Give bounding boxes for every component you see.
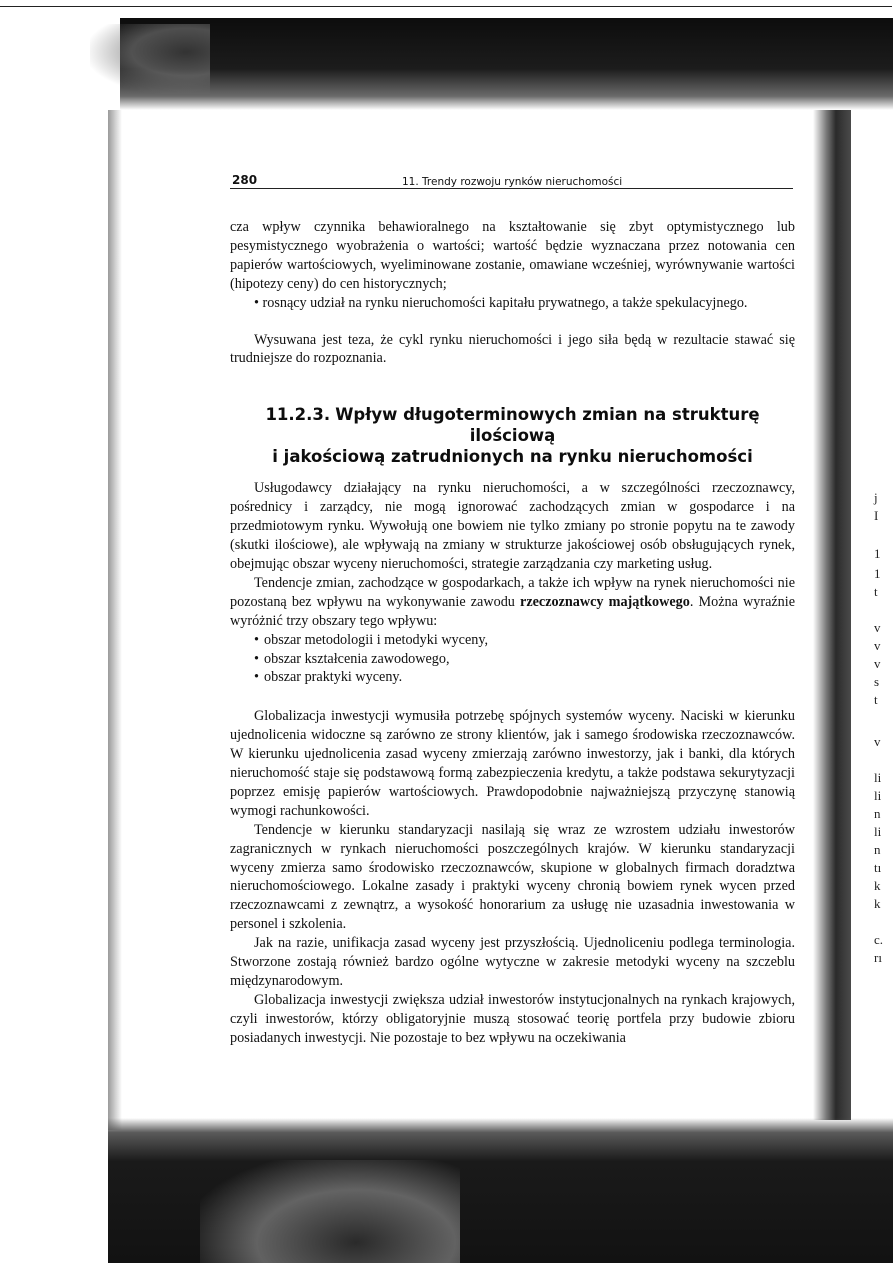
trends-text-end: . Można wyraźnie wyróżnić trzy obszary tego wpływu: bbox=[230, 593, 796, 629]
fragment: v bbox=[874, 656, 881, 671]
providers-paragraph: Usługodawcy działający na rynku nieruchomości, a w szczególności rzeczoznawcy, pośrednicy i zarządcy, nie mogą ignorować zachodzących zmian w gospodarce i na przedmiotowym rynku. Wywołują one bowiem nie tylko zmiany po stronie popytu na te zawody (skutki ilościowe), ale wpływają na zmiany w strukturze jakościowej osób obsługujących rynek, obejmując obszar wyceny nieruchomości, strategie zarządzania czy marketing usług. bbox=[230, 480, 795, 572]
fragment: t bbox=[874, 584, 878, 599]
fragment: j bbox=[874, 490, 878, 505]
list-item: • obszar kształcenia zawodowego, bbox=[254, 650, 795, 669]
fragment: li bbox=[874, 824, 882, 839]
trends-paragraph bbox=[230, 574, 795, 631]
section-title-line2: i jakościową zatrudnionych na rynku nieruchomości bbox=[272, 447, 753, 467]
scan-edge-line bbox=[0, 6, 892, 7]
scan-shadow-top-fade bbox=[90, 24, 210, 94]
fragment: li bbox=[874, 770, 882, 785]
page-number: 280 bbox=[232, 173, 258, 187]
chapter-title: 11. Trendy rozwoju rynków nieruchomości bbox=[402, 176, 623, 188]
fragment: v bbox=[874, 638, 881, 653]
fragment: v bbox=[874, 734, 881, 749]
fragment: 1 bbox=[874, 546, 881, 561]
unification-paragraph: Jak na razie, unifikacja zasad wyceny jest przyszłością. Ujednoliceniu podlega terminologia. Stworzone zostają również bardzo ogólne wytyczne w zakresie metodyki wyceny na szczeblu międzynarodowym. bbox=[230, 935, 795, 989]
adjacent-page-fragments bbox=[866, 480, 893, 980]
fragment: li bbox=[874, 788, 882, 803]
thesis-paragraph: Wysuwana jest teza, że cykl rynku nieruchomości i jego siła będą w rezultacie stawać się trudniejsze do rozpoznania. bbox=[230, 331, 795, 367]
list-item: • obszar praktyki wyceny. bbox=[254, 668, 795, 687]
scan-shadow-bottom-fade bbox=[200, 1160, 460, 1263]
scan-shadow-right bbox=[813, 110, 851, 1120]
fragment: t bbox=[874, 692, 878, 707]
section-number: 11.2.3. bbox=[265, 405, 331, 425]
fragment: k bbox=[874, 878, 881, 893]
section-title-line1: Wpływ długoterminowych zmian na strukturę ilościową bbox=[335, 405, 760, 446]
fragment: v bbox=[874, 620, 881, 635]
fragment: s bbox=[874, 674, 880, 689]
scan-shadow-left bbox=[108, 110, 122, 1130]
globalization-paragraph: Globalizacja inwestycji wymusiła potrzebę spójnych systemów wyceny. Naciski w kierunku ujednolicenia widoczne są zarówno ze strony klientów, jak i samego środowiska rzeczoznawców. W kierunku ujednolicenia zasad wyceny zmierzają zarówno inwestorzy, jak i banki, dla których nieruchomość staje się podstawową formą zabezpieczenia kredytu, a także podstawa sekurytyzacji poprzez emisję papierów wartościowych. Prawdopodobnie najważniejszą przyczynę stanowią wymogi rachunkowości. bbox=[230, 708, 795, 819]
section-heading bbox=[230, 404, 795, 467]
running-head bbox=[230, 160, 795, 188]
fragment: k bbox=[874, 896, 881, 911]
scan-shadow-top bbox=[120, 18, 893, 110]
list-item: • obszar metodologii i metodyki wyceny, bbox=[254, 631, 795, 650]
fragment: 1 bbox=[874, 566, 881, 581]
institutional-paragraph: Globalizacja inwestycji zwiększa udział inwestorów instytucjonalnych na rynkach krajowych, czyli inwestorów, którzy obligatoryjnie muszą stosować teorię portfela przy budowie zbioru posiadanych inwestycji. Nie pozostaje to bez wpływu na oczekiwania bbox=[230, 991, 795, 1046]
impact-areas-list bbox=[230, 631, 795, 688]
header-rule bbox=[230, 188, 793, 189]
intro-bullet: • rosnący udział na rynku nieruchomości kapitału prywatnego, a także spekulacyjnego. bbox=[254, 294, 748, 311]
fragment: n bbox=[874, 842, 881, 857]
trends-emphasis: rzeczoznawcy majątkowego bbox=[520, 593, 690, 610]
intro-paragraph: cza wpływ czynnika behawioralnego na kształtowanie się zbyt optymistycznego lub pesymistycznego wyobrażenia o wartości; wartość będzie wyznaczana przez notowania cen papierów wartościowych, wyeliminowane zostanie, omawiane wcześniej, wyrównywanie wartości (hipotezy ceny) do cen historycznych; bbox=[230, 219, 795, 292]
standardization-paragraph: Tendencje w kierunku standaryzacji nasilają się wraz ze wzrostem udziału inwestorów zagranicznych w rynkach nieruchomości poszczególnych krajów. W kierunku standaryzacji wyceny zmierza samo środowisko rzeczoznawców, skupione w globalnych firmach doradztwa nieruchomościowego. Lokalne zasady i praktyki wyceny chronią bowiem rynek wycen przed rzeczoznawcami z zewnątrz, a wysokość honorarium za usługę nie uzasadnia inwestowania w personel i szkolenia. bbox=[230, 821, 795, 933]
fragment: c. bbox=[874, 932, 884, 947]
fragment: rı bbox=[874, 950, 882, 965]
fragment: tı bbox=[874, 860, 882, 875]
trends-text-start: Tendencje zmian, zachodzące w gospodarkach, a także ich wpływ na rynek nieruchomości nie pozostaną bez wpływu na wykonywanie zawodu bbox=[230, 574, 795, 610]
fragment: I bbox=[874, 508, 879, 523]
book-page bbox=[230, 160, 795, 1048]
fragment: n bbox=[874, 806, 881, 821]
